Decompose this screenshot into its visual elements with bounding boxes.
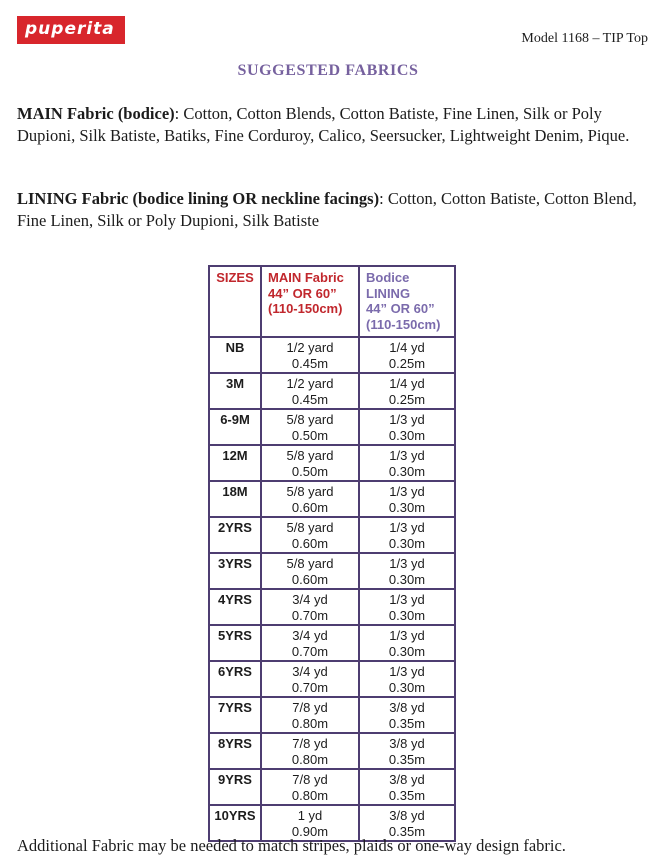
value-line: 3/8 yd	[389, 808, 425, 823]
table-row	[209, 337, 455, 373]
lining-cell	[359, 661, 455, 697]
main-fabric-cell	[261, 481, 359, 517]
value-line: 0.80m	[291, 787, 329, 803]
value-line: 5/8 yard	[286, 448, 334, 463]
main-fabric-cell	[261, 553, 359, 589]
value-line: 1/3 yd	[389, 592, 425, 607]
lining-cell	[359, 769, 455, 805]
value-line: 0.45m	[291, 391, 329, 407]
header-row	[209, 266, 455, 337]
value-line: 5/8 yard	[286, 520, 334, 535]
main-fabric-cell	[261, 373, 359, 409]
main-fabric-cell	[261, 337, 359, 373]
header-line: 44” OR 60”	[366, 301, 435, 316]
main-fabric-cell	[261, 769, 359, 805]
value-line: 0.30m	[388, 643, 426, 659]
value-line: 3/4 yd	[292, 628, 328, 643]
value-line: 0.50m	[291, 463, 329, 479]
main-fabric-text: : Cotton, Cotton Blends, Cotton Batiste, Fine Linen, Silk or Poly Dupioni, Silk Batiste, Batiks, Fine Corduroy, Calico, Seersucker, Lightweight Denim, Pique.	[17, 104, 630, 145]
lining-cell	[359, 445, 455, 481]
size-cell: 7YRS	[209, 697, 261, 733]
size-cell: 8YRS	[209, 733, 261, 769]
size-cell: 18M	[209, 481, 261, 517]
value-line: 0.60m	[291, 535, 329, 551]
value-line: 1/3 yd	[389, 448, 425, 463]
value-line: 0.50m	[291, 427, 329, 443]
value-line: 0.30m	[388, 607, 426, 623]
value-line: 3/8 yd	[389, 736, 425, 751]
table-row	[209, 697, 455, 733]
value-line: 0.35m	[388, 715, 426, 731]
table-row	[209, 373, 455, 409]
header-line: Bodice LINING	[366, 270, 411, 301]
header-line: 44” OR 60”	[268, 285, 337, 301]
main-fabric-cell	[261, 697, 359, 733]
main-fabric-cell	[261, 517, 359, 553]
main-fabric-lead: MAIN Fabric (bodice)	[17, 104, 175, 123]
lining-cell	[359, 589, 455, 625]
main-fabric-cell	[261, 409, 359, 445]
value-line: 1/2 yard	[286, 340, 334, 355]
size-cell: 10YRS	[209, 805, 261, 841]
table-row	[209, 517, 455, 553]
table-row	[209, 481, 455, 517]
value-line: 0.30m	[388, 679, 426, 695]
header-line: (110-150cm)	[268, 301, 343, 316]
size-cell: 12M	[209, 445, 261, 481]
value-line: 1/4 yd	[389, 340, 425, 355]
size-cell: 3M	[209, 373, 261, 409]
logo-text: puperita	[25, 19, 115, 39]
value-line: 1/3 yd	[389, 484, 425, 499]
table-row	[209, 589, 455, 625]
main-fabric-cell	[261, 589, 359, 625]
puperita-logo	[17, 16, 125, 44]
value-line: 5/8 yard	[286, 412, 334, 427]
value-line: 3/4 yd	[292, 592, 328, 607]
value-line: 7/8 yd	[292, 736, 328, 751]
table-row	[209, 553, 455, 589]
value-line: 0.25m	[388, 391, 426, 407]
header-line: MAIN Fabric	[268, 270, 344, 285]
value-line: 0.45m	[291, 355, 329, 371]
main-fabric-cell	[261, 445, 359, 481]
lining-cell	[359, 733, 455, 769]
value-line: 0.80m	[291, 715, 329, 731]
size-cell: 4YRS	[209, 589, 261, 625]
value-line: 7/8 yd	[292, 700, 328, 715]
model-label: Model 1168 – TIP Top	[521, 31, 648, 46]
value-line: 0.60m	[291, 571, 329, 587]
size-cell: 2YRS	[209, 517, 261, 553]
value-line: 1/3 yd	[389, 628, 425, 643]
value-line: 0.35m	[388, 787, 426, 803]
column-header-bodice-lining	[359, 266, 455, 337]
value-line: 1 yd	[297, 808, 323, 823]
value-line: 7/8 yd	[292, 772, 328, 787]
size-cell: 6YRS	[209, 661, 261, 697]
lining-fabric-lead: LINING Fabric (bodice lining OR neckline facings)	[17, 189, 380, 208]
value-line: 1/3 yd	[389, 412, 425, 427]
page-title: SUGGESTED FABRICS	[237, 62, 419, 79]
size-cell: 5YRS	[209, 625, 261, 661]
value-line: 3/8 yd	[389, 700, 425, 715]
value-line: 0.35m	[388, 823, 426, 839]
table-row	[209, 769, 455, 805]
value-line: 3/8 yd	[389, 772, 425, 787]
lining-fabric-text: : Cotton, Cotton Batiste, Cotton Blend, Fine Linen, Silk or Poly Dupioni, Silk Batiste	[17, 189, 637, 230]
lining-fabric-paragraph	[17, 188, 642, 231]
lining-cell	[359, 481, 455, 517]
value-line: 0.90m	[291, 823, 329, 839]
value-line: 5/8 yard	[286, 484, 334, 499]
size-cell: NB	[209, 337, 261, 373]
table-row	[209, 445, 455, 481]
value-line: 0.80m	[291, 751, 329, 767]
table-row	[209, 733, 455, 769]
value-line: 0.30m	[388, 463, 426, 479]
table-row	[209, 409, 455, 445]
value-line: 0.70m	[291, 607, 329, 623]
table-header	[209, 266, 455, 337]
value-line: 1/3 yd	[389, 556, 425, 571]
value-line: 0.30m	[388, 499, 426, 515]
main-fabric-cell	[261, 661, 359, 697]
lining-cell	[359, 373, 455, 409]
lining-cell	[359, 517, 455, 553]
value-line: 1/4 yd	[389, 376, 425, 391]
size-cell: 6-9M	[209, 409, 261, 445]
lining-cell	[359, 697, 455, 733]
value-line: 0.25m	[388, 355, 426, 371]
main-fabric-cell	[261, 733, 359, 769]
value-line: 1/2 yard	[286, 376, 334, 391]
value-line: 5/8 yard	[286, 556, 334, 571]
value-line: 1/3 yd	[389, 520, 425, 535]
value-line: 0.70m	[291, 679, 329, 695]
table-row	[209, 661, 455, 697]
table-body	[209, 337, 455, 841]
footer-note: Additional Fabric may be needed to match stripes, plaids or one-way design fabric.	[17, 836, 566, 855]
column-header-sizes: SIZES	[209, 266, 261, 337]
lining-cell	[359, 553, 455, 589]
value-line: 0.30m	[388, 427, 426, 443]
fabric-requirements-table	[208, 265, 456, 842]
value-line: 0.30m	[388, 535, 426, 551]
value-line: 0.70m	[291, 643, 329, 659]
value-line: 3/4 yd	[292, 664, 328, 679]
value-line: 0.60m	[291, 499, 329, 515]
value-line: 0.35m	[388, 751, 426, 767]
lining-cell	[359, 625, 455, 661]
value-line: 0.30m	[388, 571, 426, 587]
main-fabric-paragraph	[17, 103, 642, 146]
table-row	[209, 625, 455, 661]
column-header-main-fabric	[261, 266, 359, 337]
main-fabric-cell	[261, 625, 359, 661]
lining-cell	[359, 337, 455, 373]
lining-cell	[359, 409, 455, 445]
size-cell: 9YRS	[209, 769, 261, 805]
size-cell: 3YRS	[209, 553, 261, 589]
value-line: 1/3 yd	[389, 664, 425, 679]
header-line: (110-150cm)	[366, 316, 441, 332]
